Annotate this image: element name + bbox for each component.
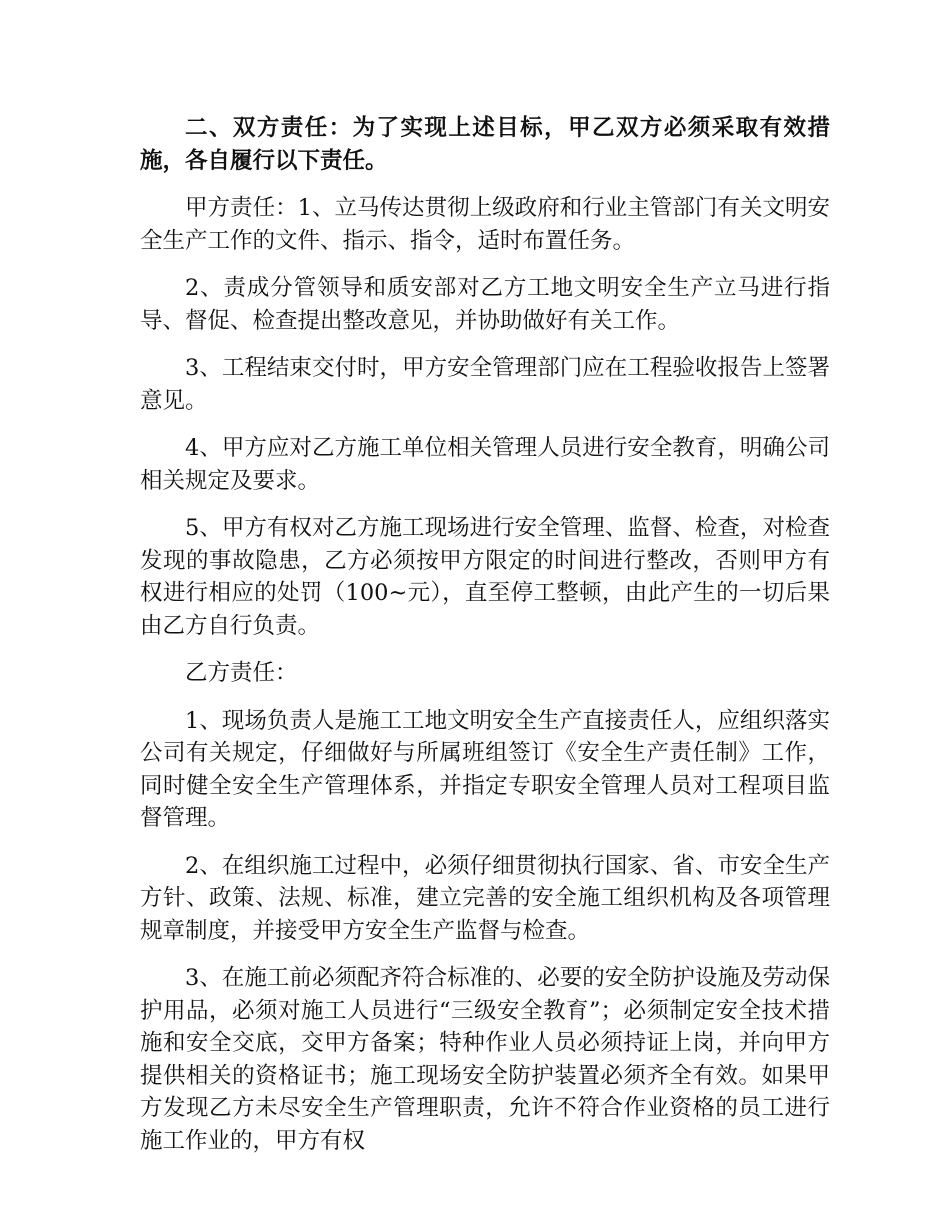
party-b-duties-label: 乙方责任： [185,660,298,686]
paragraph-party-b-duty-3: 3、在施工前必须配齐符合标准的、必要的安全防护设施及劳动保护用品，必须对施工人员进行“三级安全教育”；必须制定安全技术措施和安全交底，交甲方备案；特种作业人员必须持证上岗，并向甲方提供相关的资格证书；施工现场安全防护装置必须齐全有效。如果甲方发现乙方未尽安全生产管理职责，允许不符合作业资格的员工进行施工作业的，甲方有权 [140,965,830,1154]
paragraph-party-a-duty-3: 3、工程结束交付时，甲方安全管理部门应在工程验收报告上签署意见。 [140,355,830,414]
document-body [140,112,830,1172]
paragraph-party-a-duty-2: 2、责成分管领导和质安部对乙方工地文明安全生产立马进行指导、督促、检查提出整改意见，并协助做好有关工作。 [140,275,830,334]
paragraph-party-a-duty-1: 甲方责任：1、立马传达贯彻上级政府和行业主管部门有关文明安全生产工作的文件、指示、指令，适时布置任务。 [140,195,830,254]
paragraph-party-b-duty-2: 2、在组织施工过程中，必须仔细贯彻执行国家、省、市安全生产方针、政策、法规、标准，建立完善的安全施工组织机构及各项管理规章制度，并接受甲方安全生产监督与检查。 [140,852,830,944]
paragraph-party-a-duty-4: 4、甲方应对乙方施工单位相关管理人员进行安全教育，明确公司相关规定及要求。 [140,435,830,494]
section-heading: 二、双方责任：为了实现上述目标，甲乙双方必须采取有效措施，各自履行以下责任。 [140,115,830,174]
paragraph-party-b-duty-1: 1、现场负责人是施工工地文明安全生产直接责任人，应组织落实公司有关规定，仔细做好与所属班组签订《安全生产责任制》工作，同时健全安全生产管理体系，并指定专职安全管理人员对工程项目监督管理。 [140,707,830,831]
paragraph-party-a-duty-5: 5、甲方有权对乙方施工现场进行安全管理、监督、检查，对检查发现的事故隐患，乙方必须按甲方限定的时间进行整改，否则甲方有权进行相应的处罚（100~元），直至停工整顿，由此产生的一切后果由乙方自行负责。 [140,515,830,639]
